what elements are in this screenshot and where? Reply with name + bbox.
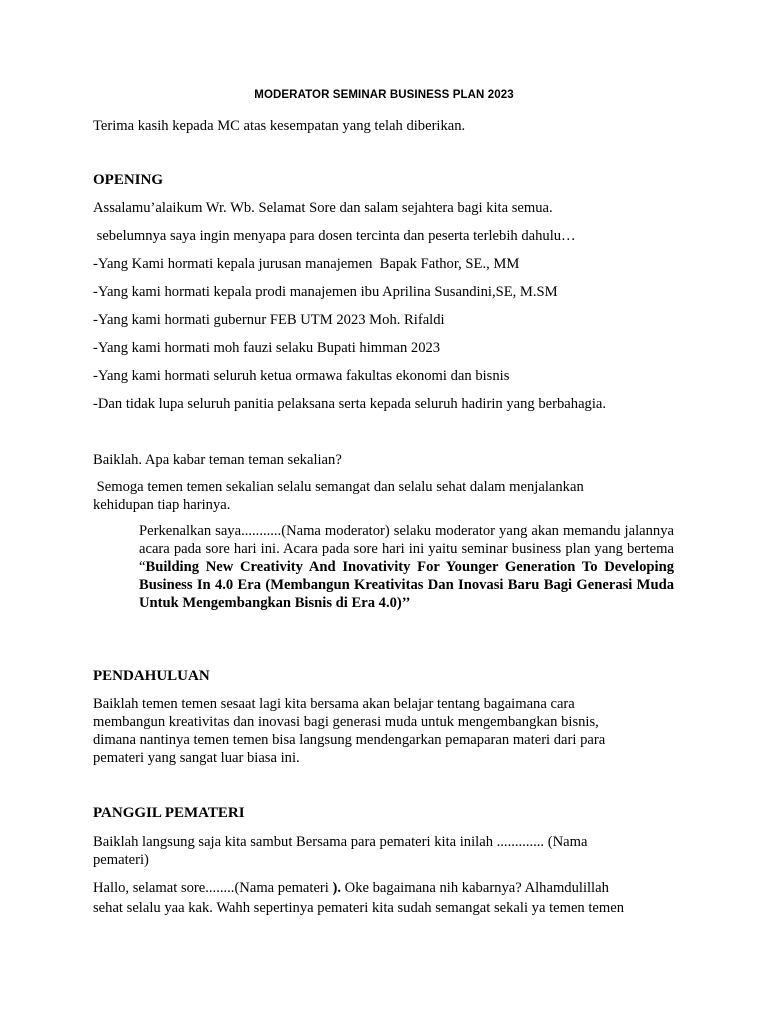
document-title: MODERATOR SEMINAR BUSINESS PLAN 2023 bbox=[254, 89, 514, 101]
wish-line-1: Semoga temen temen sekalian selalu semangat dan selalu sehat dalam menjalankan bbox=[93, 479, 584, 495]
pendahuluan-line: pemateri yang sangat luar biasa ini. bbox=[93, 750, 300, 766]
honor-line: -Yang kami hormati kepala prodi manajemen ibu Aprilina Susandini,SE, M.SM bbox=[93, 284, 558, 300]
hello-bold-mark: ). bbox=[332, 880, 342, 896]
ask-line: Baiklah. Apa kabar teman teman sekalian? bbox=[93, 452, 342, 468]
call-line-1: Baiklah langsung saja kita sambut Bersama para pemateri kita inilah ............. (Nama bbox=[93, 834, 588, 850]
hello-line-1 bbox=[93, 879, 609, 897]
hello-text-rest: Oke bagaimana nih kabarnya? Alhamdulillah bbox=[341, 880, 609, 896]
pendahuluan-line: Baiklah temen temen sesaat lagi kita bersama akan belajar tentang bagaimana cara bbox=[93, 696, 575, 712]
wish-line-2: kehidupan tiap harinya. bbox=[93, 497, 231, 513]
hello-text: Hallo, selamat sore........(Nama pemateri bbox=[93, 880, 333, 896]
honor-line: -Yang kami hormati gubernur FEB UTM 2023 Moh. Rifaldi bbox=[93, 312, 445, 328]
honor-line: -Dan tidak lupa seluruh panitia pelaksana serta kepada seluruh hadirin yang berbahagia. bbox=[93, 396, 607, 412]
greeting-line: Assalamu’alaikum Wr. Wb. Selamat Sore dan salam sejahtera bagi kita semua. bbox=[93, 200, 553, 216]
thanks-line: Terima kasih kepada MC atas kesempatan yang telah diberikan. bbox=[93, 118, 466, 134]
opening-heading: OPENING bbox=[93, 172, 164, 188]
honor-line: -Yang Kami hormati kepala jurusan manajemen Bapak Fathor, SE., MM bbox=[93, 256, 520, 272]
moderator-intro-text: Perkenalkan saya...........(Nama moderator) selaku moderator yang akan memandu jalannya acara pada sore hari ini. Acara pada sore hari ini yaitu seminar business plan yang bertema “ bbox=[139, 523, 674, 575]
hello-line-2: sehat selalu yaa kak. Wahh sepertinya pemateri kita sudah semangat sekali ya temen temen bbox=[93, 900, 625, 916]
pendahuluan-line: membangun kreativitas dan inovasi bagi generasi muda untuk mengembangkan bisnis, bbox=[93, 714, 599, 730]
moderator-intro-block bbox=[139, 522, 674, 612]
honor-line: -Yang kami hormati moh fauzi selaku Bupati himman 2023 bbox=[93, 340, 441, 356]
seminar-theme: Building New Creativity And Inovativity For Younger Generation To Developing Business In 4.0 Era (Membangun Kreativitas Dan Inovasi Baru Bagi Generasi Muda Untuk Mengembangkan Bisnis di Era 4.0)’’ bbox=[139, 559, 674, 611]
intro-line: sebelumnya saya ingin menyapa para dosen tercinta dan peserta terlebih dahulu… bbox=[93, 228, 576, 244]
pendahuluan-line: dimana nantinya temen temen bisa langsung mendengarkan pemaparan materi dari para bbox=[93, 732, 606, 748]
honor-line: -Yang kami hormati seluruh ketua ormawa fakultas ekonomi dan bisnis bbox=[93, 368, 510, 384]
call-line-2: pemateri) bbox=[93, 852, 149, 868]
panggil-heading: PANGGIL PEMATERI bbox=[93, 805, 245, 821]
pendahuluan-heading: PENDAHULUAN bbox=[93, 668, 210, 684]
